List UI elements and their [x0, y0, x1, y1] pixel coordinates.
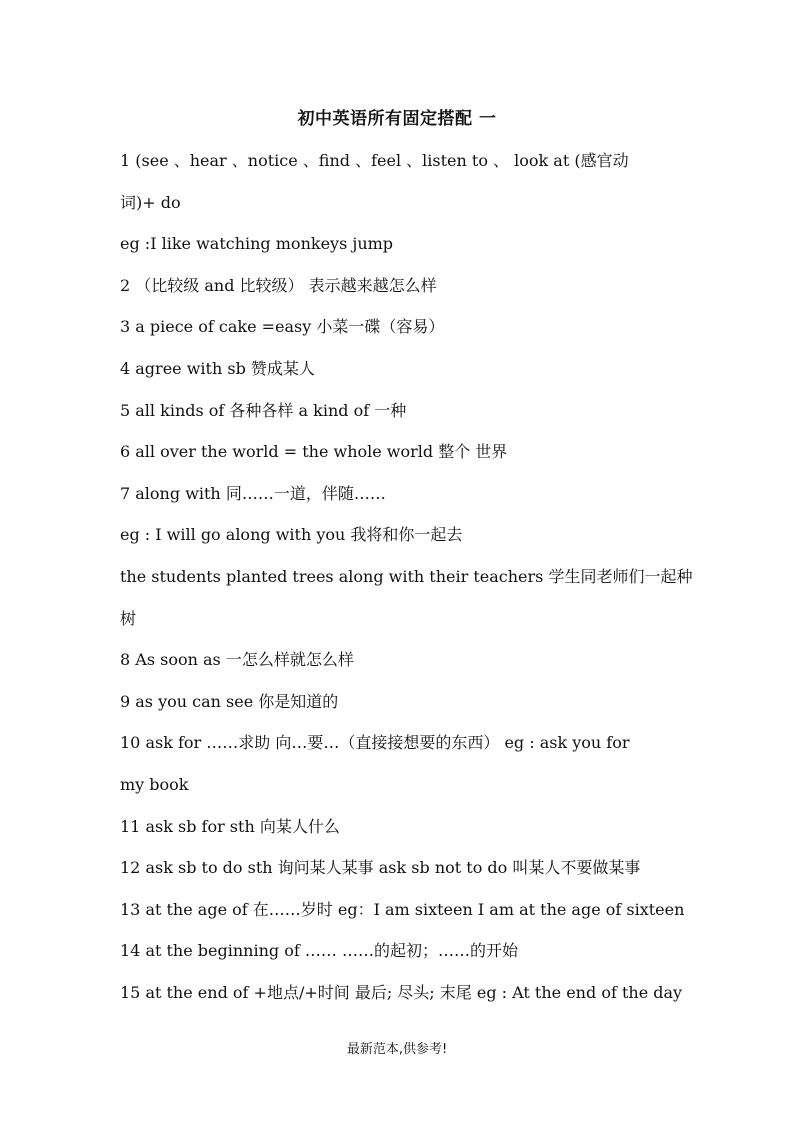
text-line: 15 at the end of +地点/+时间 最后; 尽头; 末尾 eg : At the end of the day	[120, 982, 683, 1002]
text-line: eg :I like watching monkeys jump	[120, 234, 394, 254]
document-title: 初中英语所有固定搭配 一	[297, 109, 497, 129]
text-line: 9 as you can see 你是知道的	[120, 691, 339, 711]
text-line: 5 all kinds of 各种各样 a kind of 一种	[120, 400, 407, 420]
text-line: 8 As soon as 一怎么样就怎么样	[120, 650, 354, 670]
page-footer: 最新范本,供参考!	[346, 1042, 448, 1057]
text-line: 词)+ do	[120, 192, 181, 212]
text-line: 7 along with 同……一道，伴随……	[120, 483, 386, 503]
text-line: eg : I will go along with you 我将和你一起去	[120, 525, 463, 545]
text-line: 12 ask sb to do sth 询问某人某事 ask sb not to do 叫某人不要做某事	[120, 858, 641, 878]
text-line: 14 at the beginning of …… ……的起初；……的开始	[120, 941, 518, 961]
text-line: 13 at the age of 在……岁时 eg：I am sixteen I am at the age of sixteen	[120, 899, 685, 919]
text-line: 10 ask for ……求助 向…要…（直接接想要的东西） eg : ask you for	[120, 733, 630, 753]
text-line: 3 a piece of cake =easy 小菜一碟（容易）	[120, 317, 445, 337]
text-line: 11 ask sb for sth 向某人什么	[120, 816, 340, 836]
text-line: 1 (see 、hear 、notice 、find 、feel 、listen to 、 look at (感官动	[120, 151, 629, 170]
text-line: my book	[120, 774, 189, 794]
text-line: 2 （比较级 and 比较级） 表示越来越怎么样	[120, 275, 437, 295]
text-line: 6 all over the world = the whole world 整个 世界	[120, 442, 508, 462]
text-line: the students planted trees along with their teachers 学生同老师们一起种	[120, 566, 693, 586]
text-line: 树	[120, 608, 137, 628]
document-body	[120, 140, 693, 1013]
text-line: 4 agree with sb 赞成某人	[120, 358, 315, 378]
